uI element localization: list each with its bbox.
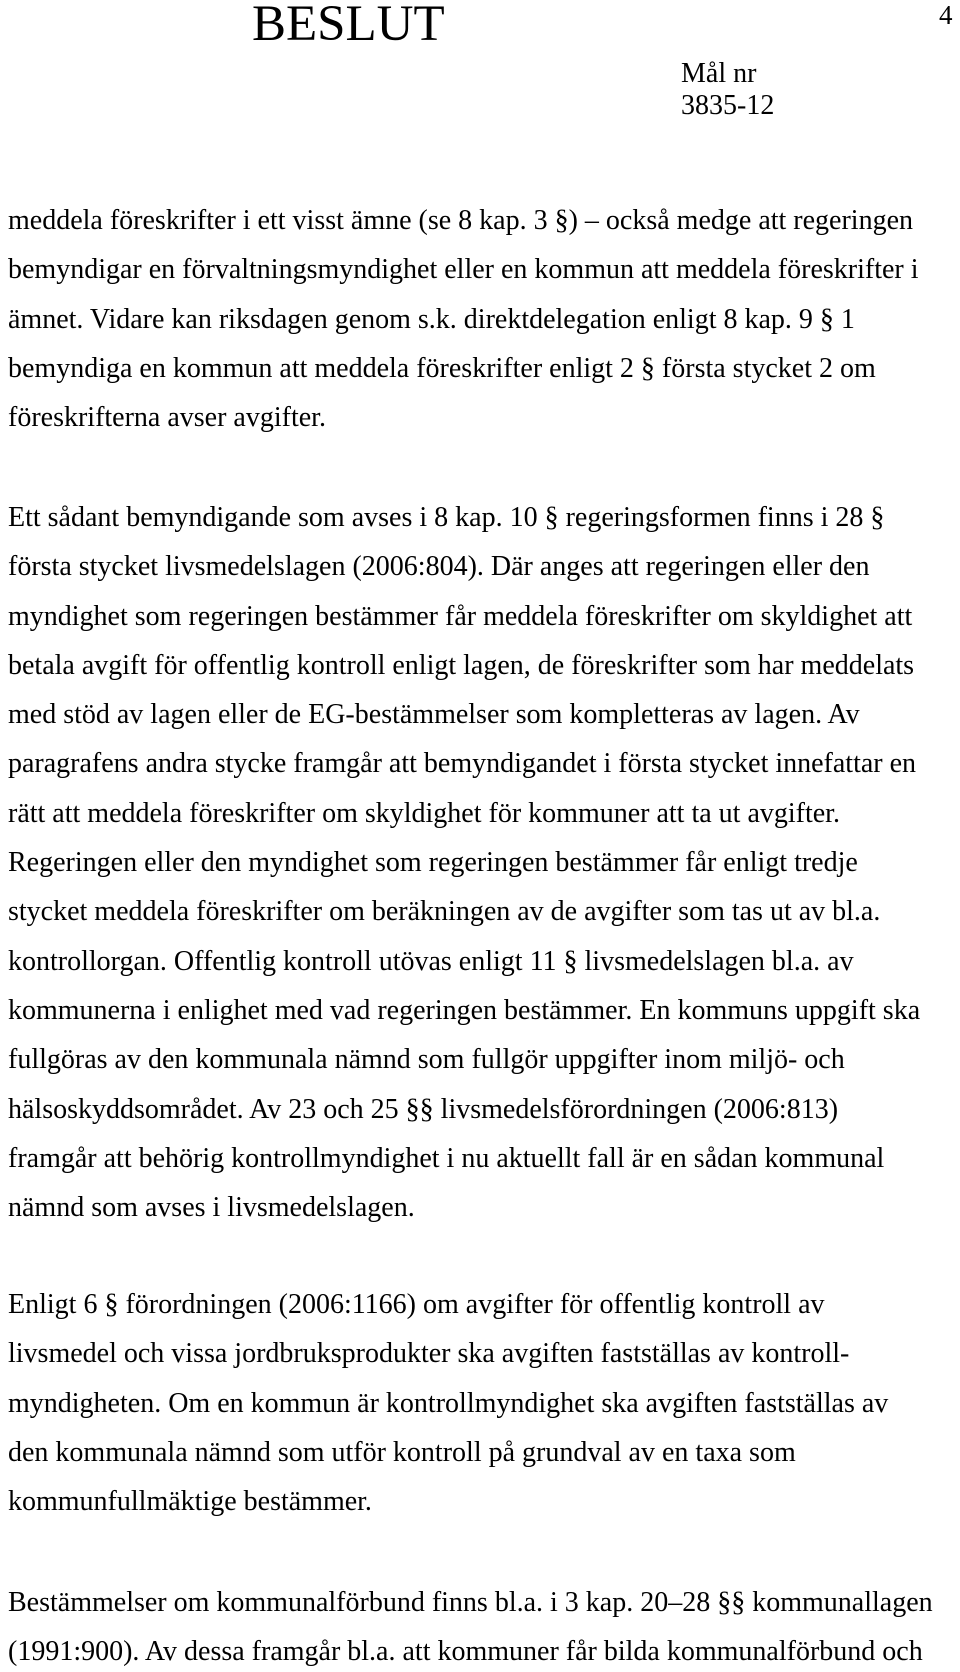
text-line: framgår att behörig kontrollmyndighet i nu aktuellt fall är en sådan kommunal [8,1142,885,1174]
paragraph-2 [8,503,952,1223]
text-line: bemyndiga en kommun att meddela föreskrifter enligt 2 § första stycket 2 om [8,352,876,384]
text-line: rätt att meddela föreskrifter om skyldighet för kommuner att ta ut avgifter. [8,797,840,829]
document-title: BESLUT [252,0,445,52]
text-line: bemyndigar en förvaltningsmyndighet eller en kommun att meddela föreskrifter i [8,254,919,286]
text-line: Bestämmelser om kommunalförbund finns bl.a. i 3 kap. 20–28 §§ kommunallagen [8,1587,933,1618]
paragraph-1 [8,206,952,433]
text-line: Enligt 6 § förordningen (2006:1166) om avgifter för offentlig kontroll av [8,1289,825,1320]
text-line: den kommunala nämnd som utför kontroll på grundval av en taxa som [8,1436,796,1468]
paragraph-4 [8,1588,952,1667]
text-line: myndighet som regeringen bestämmer får meddela föreskrifter om skyldighet att [8,600,913,632]
text-line: hälsoskyddsområdet. Av 23 och 25 §§ livsmedelsförordningen (2006:813) [8,1093,839,1125]
text-line: kontrollorgan. Offentlig kontroll utövas enligt 11 § livsmedelslagen bl.a. av [8,945,854,977]
text-line: kommunerna i enlighet med vad regeringen bestämmer. En kommuns uppgift ska [8,994,921,1026]
text-line: paragrafens andra stycke framgår att bemyndigandet i första stycket innefattar en [8,748,917,780]
text-line: stycket meddela föreskrifter om beräkningen av de avgifter som tas ut av bl.a. [8,896,881,928]
text-line: kommunfullmäktige bestämmer. [8,1486,372,1518]
text-line: (1991:900). Av dessa framgår bl.a. att kommuner får bilda kommunalförbund och [8,1636,923,1668]
text-line: första stycket livsmedelslagen (2006:804). Där anges att regeringen eller den [8,551,870,583]
text-line: betala avgift för offentlig kontroll enligt lagen, de föreskrifter som har meddelats [8,649,915,681]
text-line: Regeringen eller den myndighet som regeringen bestämmer får enligt tredje [8,847,858,879]
text-line: nämnd som avses i livsmedelslagen. [8,1192,415,1224]
text-line: livsmedel och vissa jordbruksprodukter ska avgiften fastställas av kontroll- [8,1338,850,1370]
paragraph-3 [8,1290,952,1517]
text-line: ämnet. Vidare kan riksdagen genom s.k. direktdelegation enligt 8 kap. 9 § 1 [8,303,855,335]
text-line: föreskrifterna avser avgifter. [8,402,326,434]
case-number: 3835-12 [681,90,775,121]
text-line: med stöd av lagen eller de EG-bestämmelser som kompletteras av lagen. Av [8,699,860,731]
page-number: 4 [939,0,953,30]
text-line: meddela föreskrifter i ett visst ämne (se 8 kap. 3 §) – också medge att regeringen [8,205,914,236]
case-label: Mål nr [681,58,757,89]
text-line: myndigheten. Om en kommun är kontrollmyndighet ska avgiften fastställas av [8,1387,889,1419]
text-line: fullgöras av den kommunala nämnd som fullgör uppgifter inom miljö- och [8,1044,845,1076]
text-line: Ett sådant bemyndigande som avses i 8 kap. 10 § regeringsformen finns i 28 § [8,502,885,533]
